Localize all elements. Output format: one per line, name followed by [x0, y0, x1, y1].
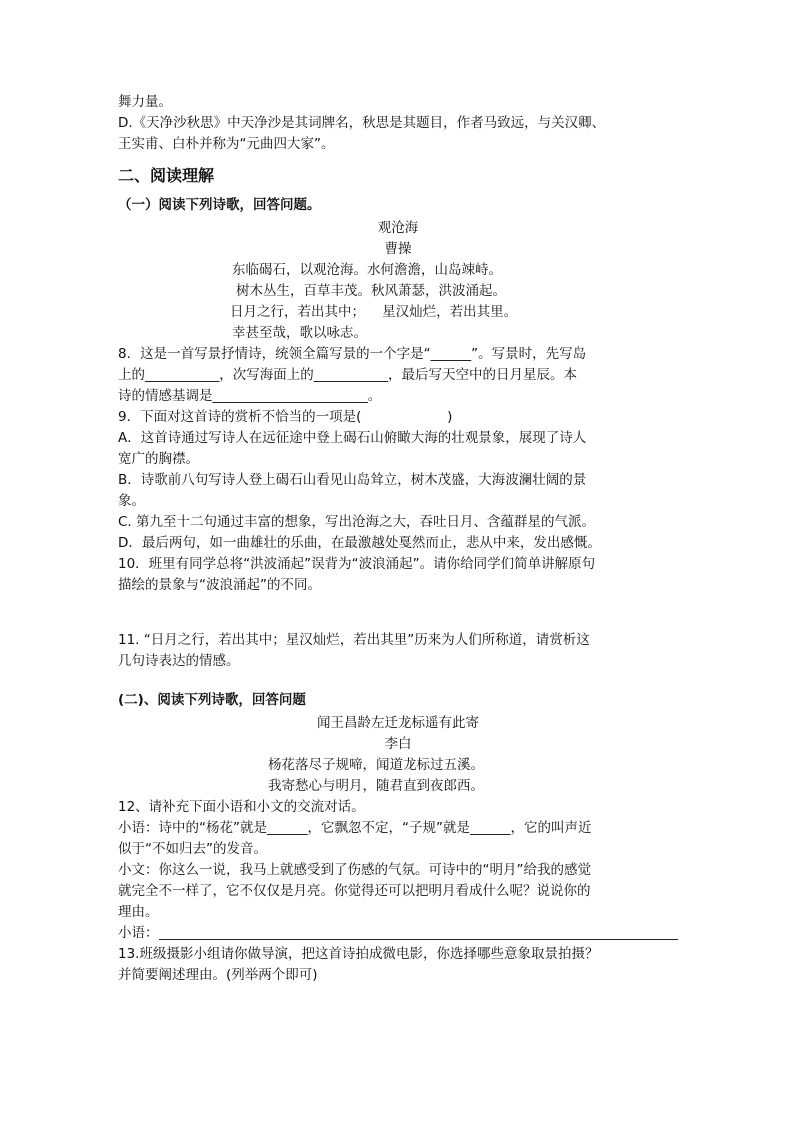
q8-line: 诗的情感基调是_______________________。 [118, 388, 382, 404]
q12-answer-row [118, 923, 678, 944]
answer-space [118, 672, 678, 690]
q10-line: 10．班里有同学总将“洪波涌起”误背为“波浪涌起”。请你给同学们简单讲解原句 [118, 556, 596, 572]
intro-line-1: 舞力量。 [118, 94, 172, 110]
q12-answer-label: 小语： [118, 925, 159, 941]
poem1-line: 幸甚至哉，歌以咏志。 [232, 325, 367, 341]
part2-heading: (二)、阅读下列诗歌，回答问题 [118, 692, 306, 708]
poem1-line: 日月之行，若出其中； 星汉灿烂，若出其里。 [230, 304, 518, 320]
q9-option-b-cont: 象。 [118, 493, 145, 509]
q11-line: 11. “日月之行，若出其中；星汉灿烂，若出其里”历来为人们所称道，请赏析这 [118, 632, 590, 648]
poem1-author: 曹操 [384, 241, 412, 257]
q11-line: 几句诗表达的情感。 [118, 653, 240, 669]
q12-line: 小文：你这么一说，我马上就感受到了伤感的气氛。可诗中的“明月”给我的感觉 [118, 862, 591, 878]
q8-line: 8．这是一首写景抒情诗，统领全篇写景的一个字是“______”。写景时，先写岛 [118, 346, 587, 362]
q9-option-d: D．最后两句，如一曲雄壮的乐曲，在最激越处戛然而止，悲从中来，发出感慨。 [118, 535, 601, 551]
poem1-line: 东临碣石，以观沧海。水何澹澹，山岛竦峙。 [232, 262, 502, 278]
q9-stem: 9．下面对这首诗的赏析不恰当的一项是( ) [118, 409, 453, 425]
poem2-author: 李白 [384, 736, 412, 752]
poem2-line: 我寄愁心与明月，随君直到夜郎西。 [268, 778, 484, 794]
intro-line-2: D.《天净沙秋思》中天净沙是其词牌名，秋思是其题目，作者马致远，与关汉卿、 [118, 115, 606, 131]
q9-option-a-cont: 宽广的胸襟。 [118, 451, 199, 467]
q13-line: 13.班级摄影小组请你做导演，把这首诗拍成微电影，你选择哪些意象取景拍摄？ [118, 946, 599, 962]
poem1-title: 观沧海 [377, 220, 419, 236]
q9-option-a: A．这首诗通过写诗人在远征途中登上碣石山俯瞰大海的壮观景象，展现了诗人 [118, 430, 587, 446]
q12-line: 就完全不一样了，它不仅仅是月亮。你觉得还可以把明月看成什么呢？说说你的 [118, 883, 591, 899]
section-title-reading: 二、阅读理解 [118, 166, 215, 185]
q12-line: 12、请补充下面小语和小文的交流对话。 [118, 799, 365, 815]
q8-line: 上的___________，次写海面上的___________，最后写天空中的日月星辰。本 [118, 367, 577, 383]
q13-line: 并简要阐述理由。(列举两个即可) [118, 967, 318, 983]
q12-line: 似于“不如归去”的发音。 [118, 841, 267, 857]
intro-line-3: 王实甫、白朴并称为“元曲四大家”。 [118, 136, 335, 152]
answer-blank-line[interactable] [159, 925, 679, 940]
poem2-title: 闻王昌龄左迁龙标遥有此寄 [317, 715, 479, 731]
document-page [118, 92, 678, 986]
poem1-line: 树木丛生，百草丰茂。秋风萧瑟，洪波涌起。 [236, 283, 506, 299]
q12-line: 理由。 [118, 904, 159, 920]
q9-option-b: B．诗歌前八句写诗人登上碣石山看见山岛耸立，树木茂盛，大海波澜壮阔的景 [118, 472, 587, 488]
part1-heading: （一）阅读下列诗歌，回答问题。 [118, 197, 321, 213]
answer-space [118, 596, 678, 630]
poem2-line: 杨花落尽子规啼，闻道龙标过五溪。 [268, 757, 484, 773]
q9-option-c: C. 第九至十二句通过丰富的想象，写出沧海之大，吞吐日月、含蕴群星的气派。 [118, 514, 596, 530]
q10-line: 描绘的景象与“波浪涌起”的不同。 [118, 577, 321, 593]
q12-line: 小语：诗中的“杨花”就是______，它飘忽不定，“子规”就是______，它的叫声近 [118, 820, 592, 836]
